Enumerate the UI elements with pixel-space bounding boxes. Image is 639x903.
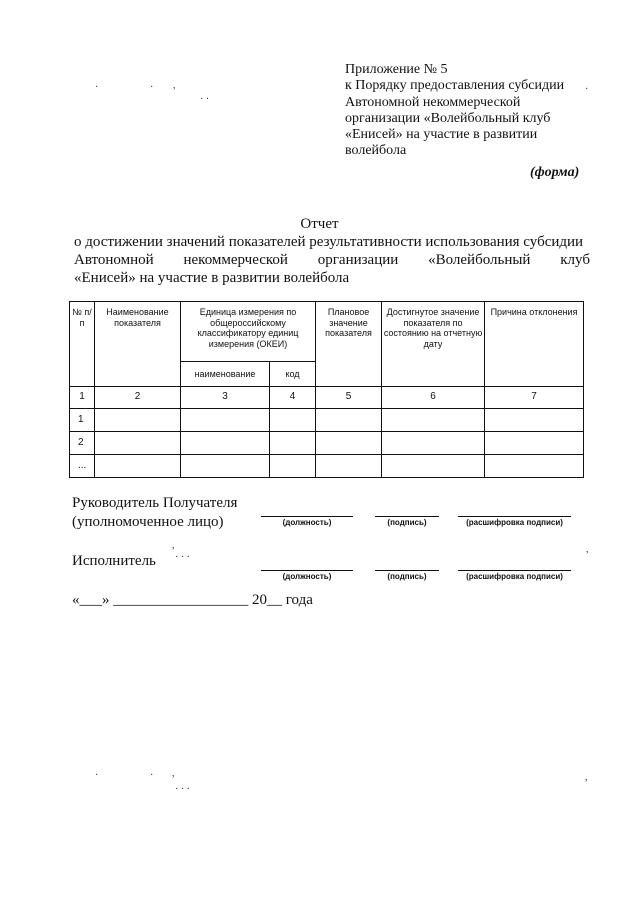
table-cell[interactable]: [181, 432, 270, 455]
table-cell[interactable]: [316, 409, 382, 432]
header-unit-name: наименование: [181, 362, 270, 387]
table-header-row: [70, 302, 584, 362]
table-cell[interactable]: [270, 455, 316, 478]
table-cell[interactable]: [181, 455, 270, 478]
table-cell[interactable]: [382, 455, 485, 478]
report-table: [69, 301, 584, 478]
signature-line[interactable]: [375, 516, 439, 517]
header-unit: Единица измерения по общероссийскому классификатору единиц измерения (ОКЕИ): [181, 302, 316, 362]
signature-caption: (подпись): [387, 572, 427, 581]
table-cell[interactable]: [95, 409, 181, 432]
column-number: 5: [316, 387, 382, 409]
subtitle-word: организации: [317, 252, 399, 268]
appendix-heading: [345, 62, 605, 160]
table-row: [70, 455, 584, 478]
column-number: 6: [382, 387, 485, 409]
subtitle-word: Автономной: [74, 252, 154, 268]
row-number: 2: [70, 432, 95, 455]
table-cell[interactable]: [485, 432, 584, 455]
signature-caption: (подпись): [387, 518, 427, 527]
head-label-line: (уполномоченное лицо): [72, 514, 224, 530]
scan-speck: ·: [95, 82, 99, 93]
appendix-line: «Енисей» на участие в развитии: [345, 127, 538, 143]
scan-speck: ·: [585, 84, 589, 95]
appendix-line: Приложение № 5: [345, 62, 448, 77]
table-cell[interactable]: [270, 409, 316, 432]
position-caption: (должность): [282, 518, 332, 527]
appendix-line: волейбола: [345, 143, 407, 159]
decoding-line[interactable]: [458, 516, 571, 517]
table-cell[interactable]: [316, 455, 382, 478]
scan-speck: · ·: [200, 94, 210, 105]
date-line: «___» __________________ 20__ года: [72, 592, 313, 608]
appendix-line: к Порядку предоставления субсидии: [345, 78, 565, 94]
report-title: Отчет: [300, 216, 339, 232]
report-subtitle: [74, 233, 590, 287]
scan-speck: · · ·: [175, 784, 190, 795]
header-name: Наименование показателя: [95, 302, 181, 387]
header-reason: Причина отклонения: [485, 302, 584, 387]
header-num: № п/п: [70, 302, 95, 387]
column-number-row: [70, 387, 584, 409]
column-number: 4: [270, 387, 316, 409]
scan-speck: · · ·: [175, 552, 190, 563]
row-number: 1: [70, 409, 95, 432]
appendix-line: Автономной некоммерческой: [345, 94, 521, 110]
head-signature-label: [72, 494, 237, 532]
table-cell[interactable]: [95, 432, 181, 455]
head-label-line: Руководитель Получателя: [72, 495, 238, 511]
scan-speck: ,: [172, 768, 175, 779]
table-row: [70, 432, 584, 455]
subtitle-word: клуб: [560, 252, 590, 268]
column-number: 2: [95, 387, 181, 409]
table-row: [70, 409, 584, 432]
table-cell[interactable]: [316, 432, 382, 455]
scan-speck: ,: [586, 544, 589, 555]
subtitle-line-3: «Енисей» на участие в развитии волейбола: [74, 270, 350, 286]
subtitle-line-2: [74, 251, 590, 269]
signature-line[interactable]: [375, 570, 439, 571]
scan-speck: ,: [172, 540, 175, 551]
header-unit-code: код: [270, 362, 316, 387]
table-cell[interactable]: [181, 409, 270, 432]
decoding-caption: (расшифровка подписи): [466, 518, 563, 527]
position-caption: (должность): [282, 572, 332, 581]
position-line[interactable]: [261, 516, 353, 517]
column-number: 3: [181, 387, 270, 409]
appendix-line: организации «Волейбольный клуб: [345, 110, 551, 126]
table-cell[interactable]: [485, 455, 584, 478]
scan-speck: ,: [585, 772, 588, 783]
position-line[interactable]: [261, 570, 353, 571]
scan-speck: ·: [150, 82, 154, 93]
header-achieved: Достигнутое значение показателя по состоянию на отчетную дату: [382, 302, 485, 387]
subtitle-word: «Волейбольный: [428, 252, 531, 268]
header-planned: Плановое значение показателя: [316, 302, 382, 387]
table-cell[interactable]: [485, 409, 584, 432]
executor-label: Исполнитель: [72, 553, 156, 569]
table-cell[interactable]: [270, 432, 316, 455]
column-number: 7: [485, 387, 584, 409]
table-cell[interactable]: [382, 409, 485, 432]
decoding-caption: (расшифровка подписи): [466, 572, 563, 581]
column-number: 1: [70, 387, 95, 409]
scan-speck: ·: [150, 770, 154, 781]
form-label: (форма): [530, 165, 580, 180]
table-cell[interactable]: [382, 432, 485, 455]
table-cell[interactable]: [95, 455, 181, 478]
subtitle-word: некоммерческой: [183, 252, 288, 268]
scan-speck: ,: [173, 80, 176, 91]
decoding-line[interactable]: [458, 570, 571, 571]
scan-speck: ·: [95, 770, 99, 781]
row-number: ...: [70, 455, 95, 478]
subtitle-line-1: о достижении значений показателей результативности использования субсидии: [74, 234, 584, 250]
